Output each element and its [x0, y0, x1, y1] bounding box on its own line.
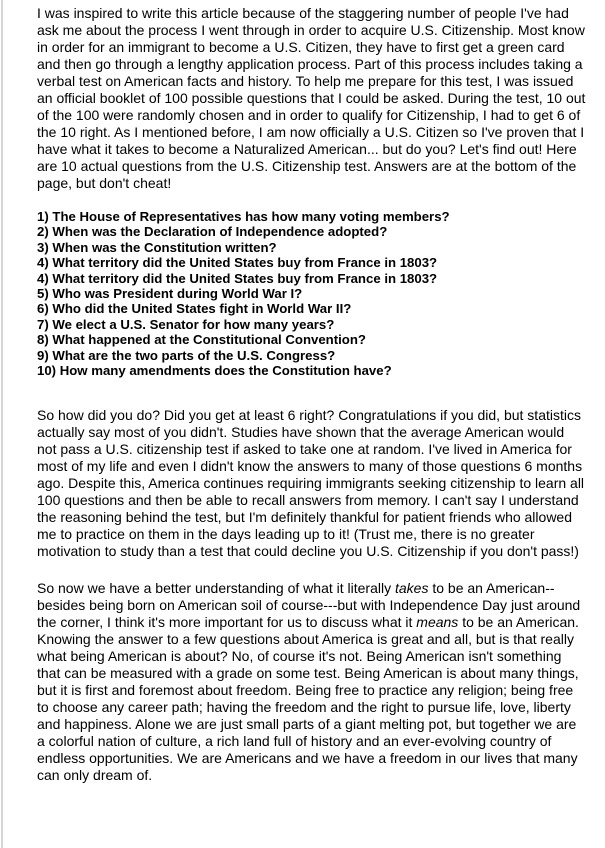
- question-item: 4) What territory did the United States buy from France in 1803?: [37, 255, 438, 271]
- article-content: [37, 5, 587, 784]
- question-item: 8) What happened at the Constitutional Convention?: [37, 332, 366, 348]
- being-american-paragraph: [37, 580, 587, 784]
- question-item: 9) What are the two parts of the U.S. Congress?: [37, 347, 336, 363]
- text-segment: to be an American. Knowing the answer to a few questions about America is great and all, but is that really what being American is about? No, of course it's not. Being American isn't something that can be measured with a grade on some test. Being American is about many things, but it is first and foremost about freedom. Being free to practice any religion; being free to choose any career path; having the freedom and the right to pursue life, love, liberty and happiness. Alone we are just small parts of a giant melting pot, but together we are a colorful nation of culture, a rich land full of history and an ever-evolving country of endless opportunities. We are Americans and we have a freedom in our lives that many can only dream of.: [37, 614, 579, 784]
- question-item: 3) When was the Constitution written?: [37, 239, 277, 255]
- question-item: 1) The House of Representatives has how many voting members?: [37, 209, 450, 224]
- left-border-line: [1, 0, 3, 848]
- quiz-results-paragraph: So how did you do? Did you get at least 6 right? Congratulations if you did, but statistics actually say most of you didn't. Studies have shown that the average American would not pass a U.S. citizenship test if asked to take one at random. I've lived in America for most of my life and even I didn't know the answers to many of those questions 6 months ago. Despite this, America continues requiring immigrants seeking citizenship to learn all 100 questions and then be able to recall answers from memory. I can't say I understand the reasoning behind the test, but I'm definitely thankful for patient friends who allowed me to practice on them in the days leading up to it! (Trust me, there is no greater motivation to study than a test that could decline you U.S. Citizenship if you don't pass!): [37, 407, 585, 560]
- citizenship-questions-list: [37, 209, 587, 378]
- question-item: 4) What territory did the United States buy from France in 1803?: [37, 270, 438, 286]
- text-segment: So now we have a better understanding of what it literally: [37, 580, 395, 597]
- question-item: 2) When was the Declaration of Independence adopted?: [37, 224, 388, 240]
- intro-paragraph: I was inspired to write this article because of the staggering number of people I've had ask me about the process I went through in order to acquire U.S. Citizenship. Most know in order for an immigrant to become a U.S. Citizen, they have to first get a green card and then go through a lengthy application process. Part of this process includes taking a verbal test on American facts and history. To help me prepare for this test, I was issued an official booklet of 100 possible questions that I could be asked. During the test, 10 out of the 100 were randomly chosen and in order to qualify for Citizenship, I had to get 6 of the 10 right. As I mentioned before, I am now officially a U.S. Citizen so I've proven that I have what it takes to become a Naturalized American... but do you? Let's find out! Here are 10 actual questions from the U.S. Citizenship test. Answers are at the bottom of the page, but don't cheat!: [37, 5, 586, 191]
- question-item: 10) How many amendments does the Constitution have?: [37, 363, 392, 379]
- italic-text-segment: means: [416, 614, 459, 631]
- question-item: 7) We elect a U.S. Senator for how many years?: [37, 316, 335, 332]
- text-segment: to be an American--besides being born on American soil of course---but with Independence Day just around the corner, I think it's more important for us to discuss what it: [37, 580, 581, 631]
- question-item: 5) Who was President during World War I?: [37, 286, 303, 302]
- question-item: 6) Who did the United States fight in World War II?: [37, 301, 352, 317]
- italic-text-segment: takes: [394, 580, 429, 597]
